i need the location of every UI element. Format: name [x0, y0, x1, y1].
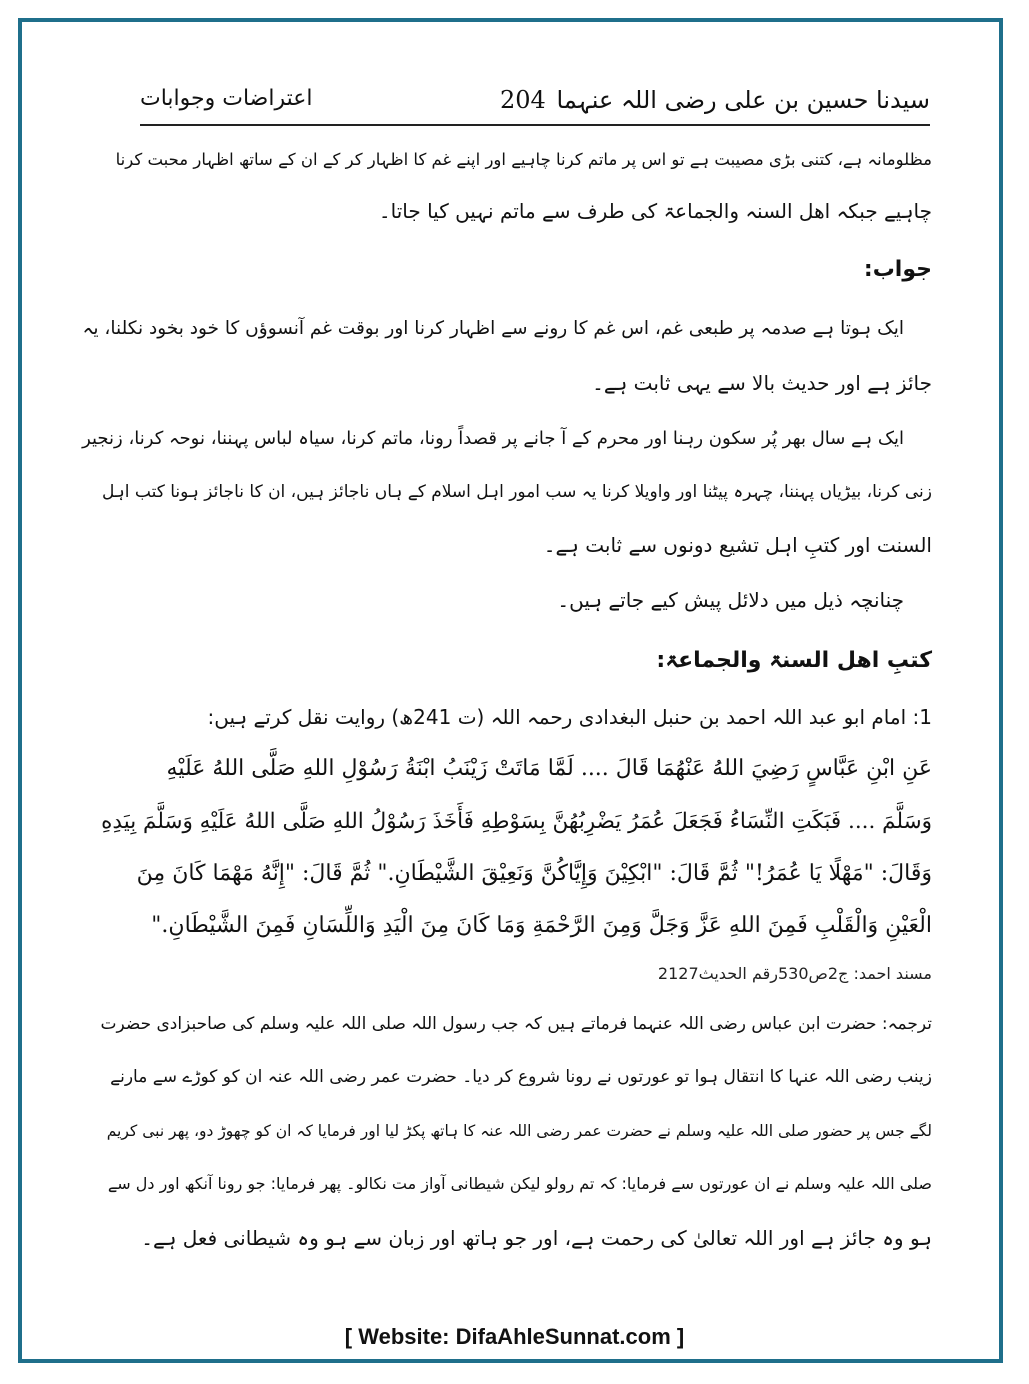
answer-heading: جواب:: [863, 257, 932, 282]
page-number: 204: [500, 86, 546, 114]
answer-line: زنی کرنا، بیڑیاں پہننا، چہرہ پیٹنا اور واویلا کرنا یہ سب امور اہل اسلام کے ہاں ناجائز ہیں، ان کا ناجائز ہونا کتب اہل: [101, 482, 932, 502]
arabic-text-line: وَقَالَ: "مَهْلًا يَا عُمَرُ!" ثُمَّ قَالَ: "ابْكِيْنَ وَإِيَّاكُنَّ وَنَعِيْقَ الشَّيْطَانِ." ثُمَّ قَالَ: "إِنَّهُ مَهْمَا كَانَ مِنَ: [136, 861, 932, 886]
translation-line: لگے جس پر حضور صلی اللہ علیہ وسلم نے حضرت عمر رضی اللہ عنہ کا ہاتھ پکڑ لیا اور فرمایا کہ ان کو چھوڑ دو، پھر نبی کریم: [106, 1122, 932, 1140]
arabic-text-line: الْعَيْنِ وَالْقَلْبِ فَمِنَ اللهِ عَزَّ وَجَلَّ وَمِنَ الرَّحْمَةِ وَمَا كَانَ مِنَ الْيَدِ وَاللِّسَانِ فَمِنَ الشَّيْطَانِ.": [151, 913, 932, 938]
translation-line: ترجمہ: حضرت ابن عباس رضی اللہ عنہما فرماتے ہیں کہ جب رسول اللہ صلی اللہ علیہ وسلم کی صاحبزادی حضرت: [100, 1014, 932, 1034]
section-title: اعتراضات وجوابات: [140, 86, 313, 111]
translation-line: ہو وہ جائز ہے اور اللہ تعالیٰ کی رحمت ہے، اور جو ہاتھ اور زبان سے ہو وہ شیطانی فعل ہے۔: [141, 1226, 932, 1250]
page-header: [140, 84, 930, 126]
hadith-reference: مسند احمد: ج2ص530رقم الحدیث2127: [657, 964, 932, 983]
books-heading: کتبِ اھل السنۃ والجماعۃ:: [656, 648, 932, 673]
arabic-text-line: وَسَلَّمَ .... فَبَكَتِ النِّسَاءُ فَجَعَلَ عُمَرُ يَضْرِبُهُنَّ بِسَوْطِهِ فَأَخَذَ رَسُوْلُ اللهِ صَلَّى اللهُ عَلَيْهِ وَسَلَّمَ بِيَدِهِ: [101, 809, 932, 834]
question-line: مظلومانہ ہے، کتنی بڑی مصیبت ہے تو اس پر ماتم کرنا چاہیے اور اپنے غم کا اظہار کر کے ان کے ساتھ اظہار محبت کرنا: [115, 150, 932, 169]
website-footer: [ Website: DifaAhleSunnat.com ]: [344, 1324, 685, 1349]
translation-line: صلی اللہ علیہ وسلم نے ان عورتوں سے فرمایا: کہ تم رولو لیکن شیطانی آواز مت نکالو۔ پھر فرمایا: جو رونا آنکھ اور دل سے: [107, 1174, 932, 1193]
answer-line: ایک ہوتا ہے صدمہ پر طبعی غم، اس غم کا رونے سے اظہار کرنا اور بوقت غم آنسوؤں کا خود بخود نکلنا، یہ: [82, 318, 904, 339]
translation-line: زینب رضی اللہ عنہا کا انتقال ہوا تو عورتوں نے رونا شروع کر دیا۔ حضرت عمر رضی اللہ عنہ ان کو کوڑے سے مارنے: [110, 1067, 932, 1087]
arabic-text-line: عَنِ ابْنِ عَبَّاسٍ رَضِيَ اللهُ عَنْهُمَا قَالَ .... لَمَّا مَاتَتْ زَيْنَبُ ابْنَةُ رَسُوْلِ اللهِ صَلَّى اللهُ عَلَيْهِ: [166, 756, 932, 781]
question-line: چاہیے جبکہ اھل السنہ والجماعۃ کی طرف سے ماتم نہیں کیا جاتا۔: [378, 199, 932, 223]
answer-line: السنت اور کتبِ اہل تشیع دونوں سے ثابت ہے۔: [543, 533, 932, 557]
book-title: سیدنا حسین بن علی رضی اللہ عنہما: [556, 86, 930, 114]
hadith-intro: 1: امام ابو عبد اللہ احمد بن حنبل البغدادی رحمہ اللہ (ت 241ھ) روایت نقل کرتے ہیں:: [207, 705, 932, 729]
answer-line: جائز ہے اور حدیث بالا سے یہی ثابت ہے۔: [592, 371, 932, 395]
answer-line: چنانچہ ذیل میں دلائل پیش کیے جاتے ہیں۔: [557, 588, 904, 612]
answer-line: ایک ہے سال بھر پُر سکون رہنا اور محرم کے آ جانے پر قصداً رونا، ماتم کرنا، سیاہ لباس پہننا، نوحہ کرنا، زنجیر: [82, 428, 904, 449]
